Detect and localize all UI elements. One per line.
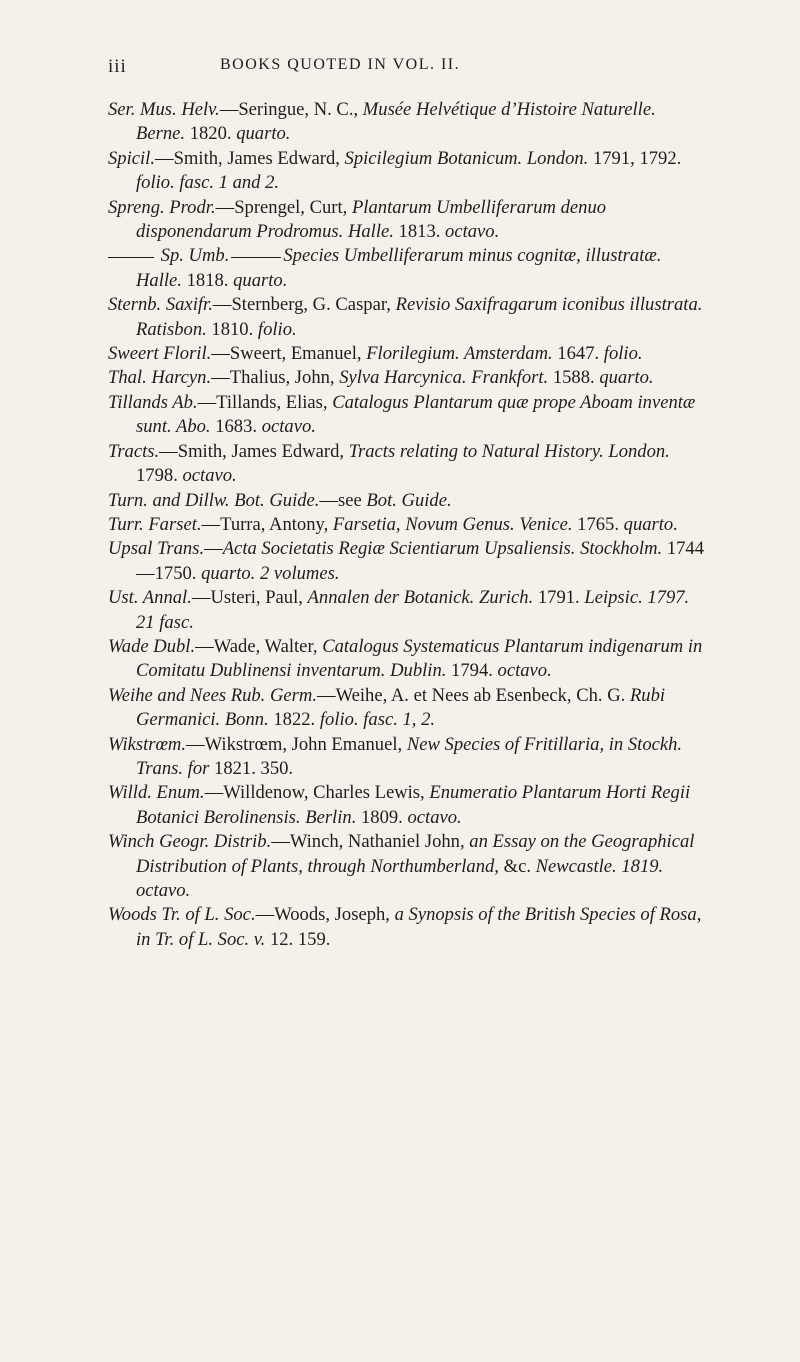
entry-author: Smith, James Edward, — [173, 147, 345, 169]
entry-author: Sternberg, G. Caspar, — [231, 294, 396, 316]
entry-separator: — — [155, 147, 174, 169]
entry-abbreviation: Wikstrœm. — [108, 733, 186, 755]
entry-separator: — — [219, 99, 239, 120]
entry-title: a Synopsis of the British Species of Rosa, in Tr. of L. Soc. v. — [136, 904, 702, 950]
entry-author: Smith, James Edward, — [177, 440, 349, 462]
bibliography-entry — [108, 391, 708, 440]
entry-author: Usteri, Paul, — [210, 587, 308, 609]
entry-format: folio. — [257, 318, 297, 340]
entry-separator: — — [319, 489, 339, 511]
entry-author: Willdenow, Charles Lewis, — [223, 782, 430, 804]
entry-imprint: 1818. — [181, 269, 234, 291]
entry-author: Wikstrœm, John Emanuel, — [204, 733, 407, 755]
entry-title: Rubi Germanici. Bonn. — [136, 684, 666, 731]
entry-separator: — — [255, 904, 275, 926]
entry-abbreviation: Spreng. Prodr. — [108, 196, 216, 218]
entry-imprint: 1822. — [268, 709, 320, 731]
entry-abbreviation: Sweert Floril. — [108, 343, 212, 365]
entry-abbreviation: Upsal Trans. — [108, 538, 205, 560]
entry-format: octavo. — [497, 660, 552, 682]
entry-imprint: 1647. — [552, 343, 604, 365]
bibliography-entry — [108, 293, 708, 342]
entry-abbreviation: Wade Dubl. — [108, 635, 196, 657]
entry-format: octavo. — [182, 465, 237, 487]
entry-title: Musée Helvétique d’Histoire Naturelle. Berne. — [136, 99, 656, 145]
entry-abbreviation: Sp. Umb. — [160, 245, 230, 267]
entry-format: Newcastle. 1819. octavo. — [136, 855, 664, 901]
entry-abbreviation: Winch Geogr. Distrib. — [108, 831, 272, 853]
entry-imprint: 1744—1750. — [136, 538, 705, 584]
bibliography-entry — [108, 196, 708, 245]
entry-title: Sylva Harcynica. Frankfort. — [339, 367, 549, 389]
entry-title: Tracts relating to Natural History. London. — [348, 440, 670, 462]
entry-format: octavo. — [445, 221, 500, 243]
entry-author: Thalius, John, — [229, 367, 340, 389]
running-head — [108, 56, 708, 80]
entry-imprint: 1820. — [185, 123, 237, 145]
entry-format: folio. fasc. 1, 2. — [319, 709, 436, 731]
entry-separator: — — [204, 538, 223, 560]
entry-imprint: 1588. — [548, 367, 600, 389]
entry-separator: — — [195, 635, 214, 657]
running-title: BOOKS QUOTED IN VOL. II. — [220, 56, 461, 73]
entry-author: Winch, Nathaniel John, — [289, 831, 470, 853]
bibliography-entry — [108, 489, 708, 513]
entry-author: Sweert, Emanuel, — [229, 343, 367, 365]
entry-separator: — — [211, 367, 230, 389]
entry-title: Species Umbelliferarum minus cognitæ, illustratæ. Halle. — [136, 245, 662, 291]
entry-format: octavo. — [261, 416, 316, 438]
entry-title: Catalogus Plantarum quæ prope Aboam inventæ sunt. Abo. — [136, 391, 696, 438]
bibliography-entry — [108, 366, 708, 390]
entry-format: quarto. — [236, 123, 291, 145]
entry-separator: — — [211, 343, 230, 365]
bibliography-entry — [108, 586, 708, 635]
bibliography-entry — [108, 244, 708, 293]
entry-imprint: 1813. — [393, 221, 446, 243]
entry-author: see — [338, 489, 367, 511]
entry-abbreviation: Spicil. — [108, 147, 155, 169]
entry-title: Spicilegium Botanicum. London. — [344, 147, 589, 169]
entry-abbreviation: Weihe and Nees Rub. Germ. — [108, 684, 317, 706]
entry-imprint: 1821. 350. — [209, 757, 294, 779]
entry-abbreviation: Willd. Enum. — [108, 782, 205, 804]
entry-abbreviation: Woods Tr. of L. Soc. — [108, 904, 256, 926]
entry-title: Plantarum Umbelliferarum denuo disponendarum Prodromus. Halle. — [136, 196, 607, 243]
entry-separator: — — [197, 391, 217, 413]
entry-format: folio. fasc. 1 and 2. — [136, 172, 280, 194]
entry-title: Catalogus Systematicus Plantarum indigenarum in Comitatu Dublinensi inventarum. Dublin. — [136, 635, 703, 682]
entry-separator: — — [215, 196, 235, 218]
entry-format: quarto. — [599, 367, 654, 389]
entry-title: an Essay on the Geographical Distribution of Plants, through Northumberland, — [136, 831, 695, 877]
entry-format: octavo. — [407, 806, 462, 828]
entry-author: Tillands, Elias, — [216, 391, 333, 413]
entry-imprint: 1765. — [572, 513, 624, 535]
bibliography-list — [108, 98, 708, 952]
bibliography-entry — [108, 903, 708, 952]
entry-imprint: 1798. — [136, 465, 183, 487]
entry-imprint: 1791, 1792. — [588, 147, 682, 169]
entry-title: Florilegium. Amsterdam. — [366, 343, 553, 365]
ditto-rule — [108, 257, 154, 258]
bibliography-entry — [108, 733, 708, 782]
entry-separator: — — [316, 684, 336, 706]
entry-format: folio. — [603, 343, 643, 365]
entry-separator: — — [271, 831, 290, 853]
entry-author: Weihe, A. et Nees ab Esenbeck, Ch. G. — [335, 684, 630, 706]
entry-separator: — — [212, 294, 232, 316]
entry-title: Farsetia, Novum Genus. Venice. — [332, 513, 573, 535]
entry-title: Bot. Guide. — [366, 489, 452, 511]
entry-imprint: 12. 159. — [265, 928, 331, 950]
entry-format: quarto. — [233, 269, 288, 291]
entry-title: Annalen der Botanick. Zurich. — [307, 587, 534, 609]
entry-format: Leipsic. 1797. 21 fasc. — [136, 587, 690, 633]
entry-imprint: 1794. — [446, 660, 498, 682]
entry-abbreviation: Tillands Ab. — [108, 391, 198, 413]
bibliography-entry — [108, 147, 708, 196]
entry-separator: — — [186, 733, 205, 755]
entry-title: Revisio Saxifragarum iconibus illustrata. Ratisbon. — [136, 294, 703, 340]
bibliography-entry — [108, 635, 708, 684]
entry-separator: — — [191, 587, 211, 609]
bibliography-entry — [108, 830, 708, 903]
entry-author: Turra, Antony, — [220, 513, 333, 535]
entry-imprint: 1683. — [210, 416, 262, 438]
bibliography-entry — [108, 513, 708, 537]
entry-imprint: 1810. — [206, 318, 258, 340]
bibliography-entry — [108, 781, 708, 830]
bibliography-entry — [108, 537, 708, 586]
entry-imprint: 1809. — [356, 806, 408, 828]
bibliography-entry — [108, 342, 708, 366]
ditto-rule — [231, 257, 281, 258]
page-number: iii — [108, 56, 127, 77]
entry-imprint: 1791. — [533, 587, 585, 609]
entry-abbreviation: Turr. Farset. — [108, 513, 202, 535]
entry-title: New Species of Fritillaria, in Stockh. Trans. for — [136, 733, 683, 779]
entry-abbreviation: Tracts. — [108, 440, 160, 462]
bibliography-entry — [108, 684, 708, 733]
entry-abbreviation: Turn. and Dillw. Bot. Guide. — [108, 489, 320, 511]
entry-imprint: &c. — [498, 855, 536, 877]
entry-abbreviation: Ser. Mus. Helv. — [108, 99, 220, 120]
entry-format: quarto. — [623, 513, 678, 535]
bibliography-entry — [108, 98, 708, 147]
entry-author: Sprengel, Curt, — [234, 196, 352, 218]
entry-abbreviation: Thal. Harcyn. — [108, 367, 212, 389]
entry-separator: — — [159, 440, 178, 462]
entry-separator: — — [204, 782, 224, 804]
entry-title: Acta Societatis Regiæ Scientiarum Upsaliensis. Stockholm. — [222, 538, 663, 560]
entry-title: Enumeratio Plantarum Horti Regii Botanici Berolinensis. Berlin. — [136, 782, 691, 828]
entry-abbreviation: Sternb. Saxifr. — [108, 294, 213, 316]
entry-author: Wade, Walter, — [213, 635, 323, 657]
entry-abbreviation: Ust. Annal. — [108, 587, 192, 609]
entry-format: quarto. 2 volumes. — [201, 562, 340, 584]
entry-separator: — — [201, 513, 221, 535]
entry-author: Woods, Joseph, — [274, 904, 395, 926]
bibliography-entry — [108, 440, 708, 489]
entry-author: Seringue, N. C., — [238, 99, 363, 120]
